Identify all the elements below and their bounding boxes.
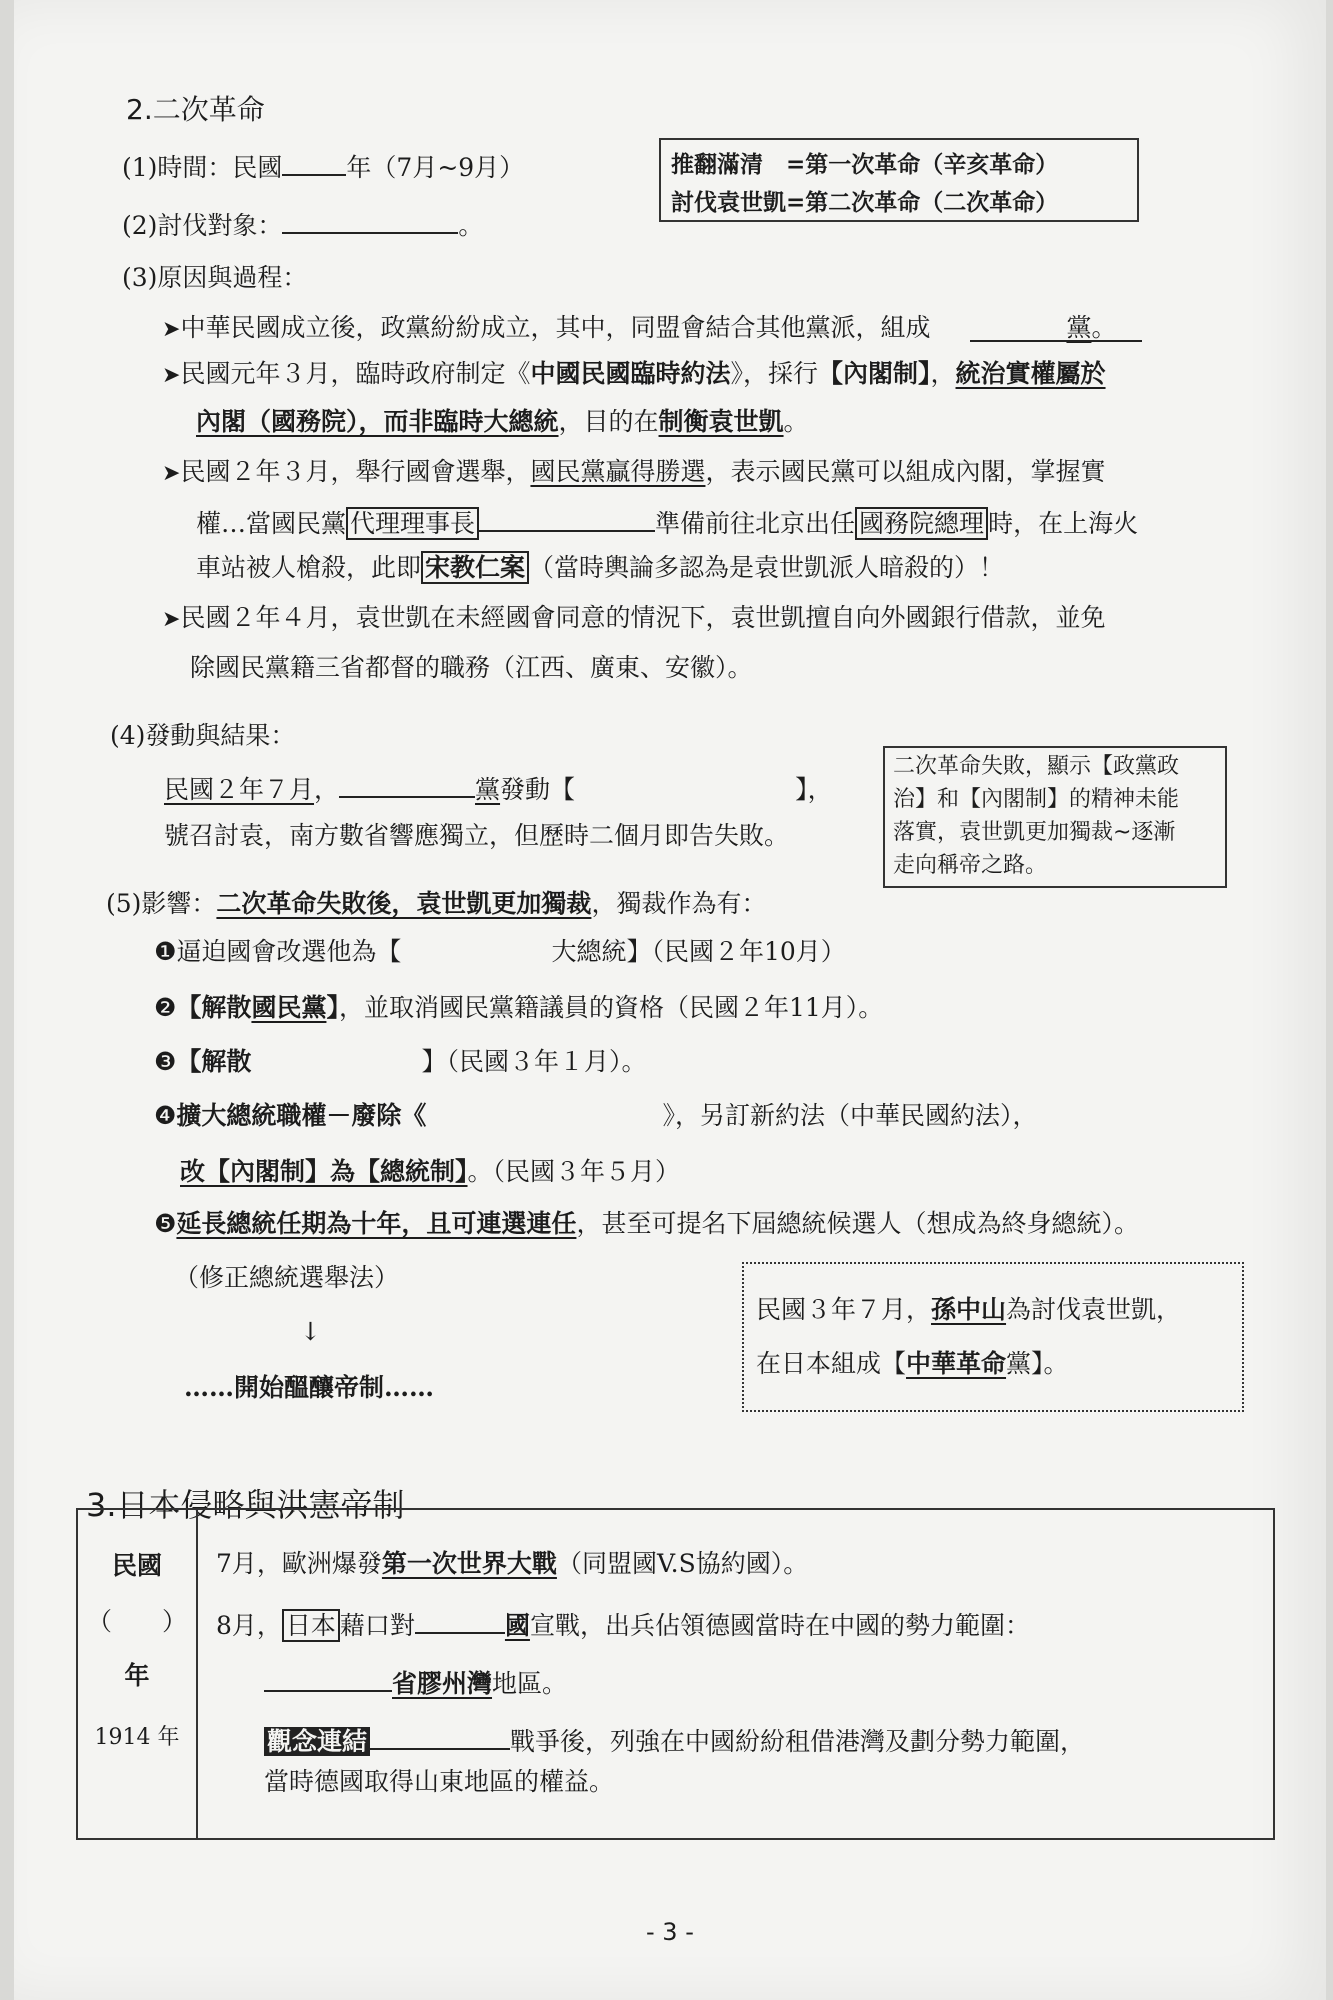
item-3	[154, 1046, 646, 1078]
question-1	[122, 148, 524, 184]
bullet-text: 制衡袁世凱	[658, 407, 784, 436]
question-3-title: (3)原因與過程：	[122, 263, 308, 292]
section-title: 2.二次革命	[126, 93, 265, 126]
note-box-sun-yat-sen	[742, 1262, 1244, 1412]
arrow-bullet-icon: ➤	[162, 461, 181, 486]
answer-blank	[282, 148, 346, 176]
item-text: 國民黨	[251, 993, 327, 1022]
item-5	[154, 1208, 1139, 1240]
worksheet-page	[14, 0, 1326, 2000]
question-5	[106, 888, 766, 920]
q2-prefix: (2)討伐對象：	[122, 211, 283, 240]
item-text: 】	[326, 993, 339, 1022]
year-label: 民國	[111, 1551, 162, 1580]
table-row	[216, 1548, 808, 1580]
bullet-2	[162, 358, 1106, 392]
note-box-revolutions	[659, 138, 1139, 222]
answer-blank	[479, 504, 655, 532]
row-text: 國	[504, 1611, 530, 1640]
item-text: 【解散	[176, 993, 252, 1022]
bullet-text: 宋教仁案	[421, 551, 529, 584]
q4-text: ，	[314, 775, 340, 804]
row-text: 8月，	[216, 1611, 282, 1640]
q5-text: (5)影響：	[106, 889, 217, 918]
bullet-text: （當時輿論多認為是袁世凱派人暗殺的）！	[529, 553, 1005, 582]
number-3-icon: ❸	[154, 1047, 177, 1076]
down-arrow-icon: ↓	[300, 1317, 321, 1346]
q1-prefix: (1)時間：民國	[122, 153, 283, 182]
year-blank: （ ）	[86, 1607, 187, 1636]
bullet-text: ，目的在	[558, 407, 659, 436]
item-1	[154, 936, 846, 968]
row-text: 7月，歐洲爆發	[216, 1549, 382, 1578]
q2-suffix: 。	[458, 211, 484, 240]
bullet-text: 時，在上海火	[988, 509, 1139, 538]
year-value: 1914 年	[94, 1725, 180, 1750]
item-5-result: ……開始醞釀帝制……	[184, 1373, 435, 1402]
item-text: 改【內閣制】為【總統制】	[180, 1157, 468, 1186]
note-text: 民國３年７月，	[756, 1295, 932, 1324]
note-box-failure	[883, 746, 1227, 888]
bullet-text: 。	[783, 407, 809, 436]
note-line: 走向稱帝之路。	[893, 853, 1048, 878]
question-4-line1	[164, 770, 833, 806]
bullet-text: 代理理事長	[346, 507, 479, 540]
timeline-table	[76, 1508, 1275, 1840]
year-label: 年	[124, 1661, 150, 1690]
arrow-bullet-icon: ➤	[162, 363, 181, 388]
answer-blank	[415, 1606, 505, 1634]
q4-text: 】，	[795, 775, 833, 804]
note-text: 為討伐袁世凱，	[1006, 1295, 1182, 1324]
question-2	[122, 206, 483, 242]
note-line: 討伐袁世凱=第二次革命（二次革命）	[671, 189, 1059, 216]
item-4-cont	[180, 1156, 680, 1188]
note-line: 二次革命失敗，顯示【政黨政	[893, 754, 1180, 779]
item-2	[154, 992, 883, 1024]
answer-blank	[264, 1664, 392, 1692]
answer-blank	[970, 340, 1142, 342]
q4-text: 民國２年７月	[164, 775, 315, 804]
row-text: （同盟國V.S協約國）。	[556, 1549, 809, 1578]
note-line: 治】和【內閣制】的精神未能	[893, 787, 1180, 812]
number-5-icon: ❺	[154, 1209, 177, 1238]
bullet-text: 統治實權屬於	[955, 359, 1106, 388]
item-text: ，並取消國民黨籍議員的資格（民國２年11月）。	[338, 993, 884, 1022]
item-5-note: （修正總統選舉法）	[174, 1263, 400, 1292]
table-row	[264, 1722, 1085, 1758]
question-4-title: (4)發動與結果：	[110, 721, 296, 750]
bullet-blank-tail: 黨	[1066, 313, 1092, 342]
bullet-text: 內閣（國務院），而非臨時大總統	[196, 407, 559, 436]
row-text: 日本	[282, 1609, 340, 1642]
q4-text: 黨	[475, 775, 501, 804]
note-line	[756, 1348, 1069, 1380]
concept-link-tag: 觀念連結	[264, 1727, 370, 1756]
bullet-text: 【內閣制】	[817, 359, 931, 388]
item-text: 逼迫國會改選他為【	[176, 937, 402, 966]
item-text: 大總統】（民國２年10月）	[551, 937, 846, 966]
row-text: 戰爭後，列強在中國紛紛租借港灣及劃分勢力範圍，	[510, 1727, 1086, 1756]
bullet-2-cont	[196, 406, 809, 438]
item-text: 【解散	[176, 1047, 252, 1076]
bullet-text: 中國民國臨時約法	[530, 359, 731, 388]
item-4	[154, 1100, 1037, 1132]
q5-text: 二次革命失敗後，袁世凱更加獨裁	[216, 889, 592, 918]
item-text: 擴大總統職權－廢除《	[176, 1101, 427, 1130]
arrow-bullet-icon: ➤	[162, 607, 181, 632]
page-number: - 3 -	[646, 1918, 694, 1946]
row-text: 宣戰，出兵佔領德國當時在中國的勢力範圍：	[529, 1611, 1030, 1640]
bullet-text: 國務院總理	[855, 507, 988, 540]
item-text: 延長總統任期為十年，且可連選連任	[176, 1209, 577, 1238]
bullet-3-cont	[196, 504, 1138, 540]
note-text: 在日本組成【	[756, 1349, 907, 1378]
bullet-text: 國民黨贏得勝選	[530, 457, 706, 486]
row-text: 第一次世界大戰	[381, 1549, 557, 1578]
item-text: ，甚至可提名下屆總統候選人（想成為終身總統）。	[576, 1209, 1139, 1238]
section-title: 3.日本侵略與洪憲帝制	[86, 1486, 405, 1524]
item-text: 】（民國３年１月）。	[421, 1047, 647, 1076]
table-row	[264, 1664, 567, 1700]
note-line: 落實，袁世凱更加獨裁~逐漸	[893, 820, 1176, 845]
q5-text: ，獨裁作為有：	[591, 889, 767, 918]
bullet-text: 民國元年３月，臨時政府制定《	[180, 359, 531, 388]
bullet-text: 民國２年４月，袁世凱在未經國會同意的情況下，袁世凱擅自向外國銀行借款，並免	[180, 603, 1106, 632]
bullet-text: 》，採行	[730, 359, 818, 388]
number-4-icon: ❹	[154, 1101, 177, 1130]
row-text: 省膠州灣	[392, 1669, 493, 1698]
bullet-4	[162, 602, 1105, 636]
bullet-4-cont: 除國民黨籍三省都督的職務（江西、廣東、安徽）。	[190, 653, 753, 682]
note-text: 中華革命	[906, 1349, 1007, 1378]
q4-text: 發動【	[500, 775, 576, 804]
bullet-text: ，表示國民黨可以組成內閣，掌握實	[705, 457, 1106, 486]
table-row	[216, 1606, 1030, 1642]
q1-suffix: 年（7月~9月）	[346, 153, 525, 182]
row-text: 藉口對	[339, 1611, 415, 1640]
bullet-text: 民國２年３月，舉行國會選舉，	[180, 457, 531, 486]
bullet-end: 。	[1091, 313, 1117, 342]
table-row: 當時德國取得山東地區的權益。	[264, 1767, 615, 1796]
bullet-text: 車站被人槍殺，此即	[196, 553, 422, 582]
bullet-3	[162, 456, 1105, 490]
bullet-text: ，	[930, 359, 956, 388]
number-1-icon: ❶	[154, 937, 177, 966]
answer-blank	[370, 1722, 510, 1750]
bullet-text: 準備前往北京出任	[655, 509, 856, 538]
question-4-line2: 號召討袁，南方數省響應獨立，但歷時二個月即告失敗。	[164, 821, 790, 850]
note-line: 推翻滿清 =第一次革命（辛亥革命）	[671, 151, 1059, 178]
item-text: 》，另訂新約法（中華民國約法），	[662, 1101, 1038, 1130]
number-2-icon: ❷	[154, 993, 177, 1022]
answer-blank	[339, 770, 475, 798]
answer-blank	[282, 206, 458, 234]
bullet-text: 權…當國民黨	[196, 509, 347, 538]
bullet-3-cont2	[196, 552, 1004, 584]
row-text: 地區。	[492, 1669, 568, 1698]
bullet-text: 中華民國成立後，政黨紛紛成立，其中，同盟會結合其他黨派，組成	[180, 313, 931, 342]
item-text: 。（民國３年５月）	[467, 1157, 681, 1186]
arrow-bullet-icon: ➤	[162, 317, 181, 342]
note-text: 黨】。	[1006, 1349, 1069, 1378]
table-divider	[196, 1510, 198, 1838]
note-line	[756, 1294, 1181, 1326]
note-text: 孫中山	[931, 1295, 1007, 1324]
